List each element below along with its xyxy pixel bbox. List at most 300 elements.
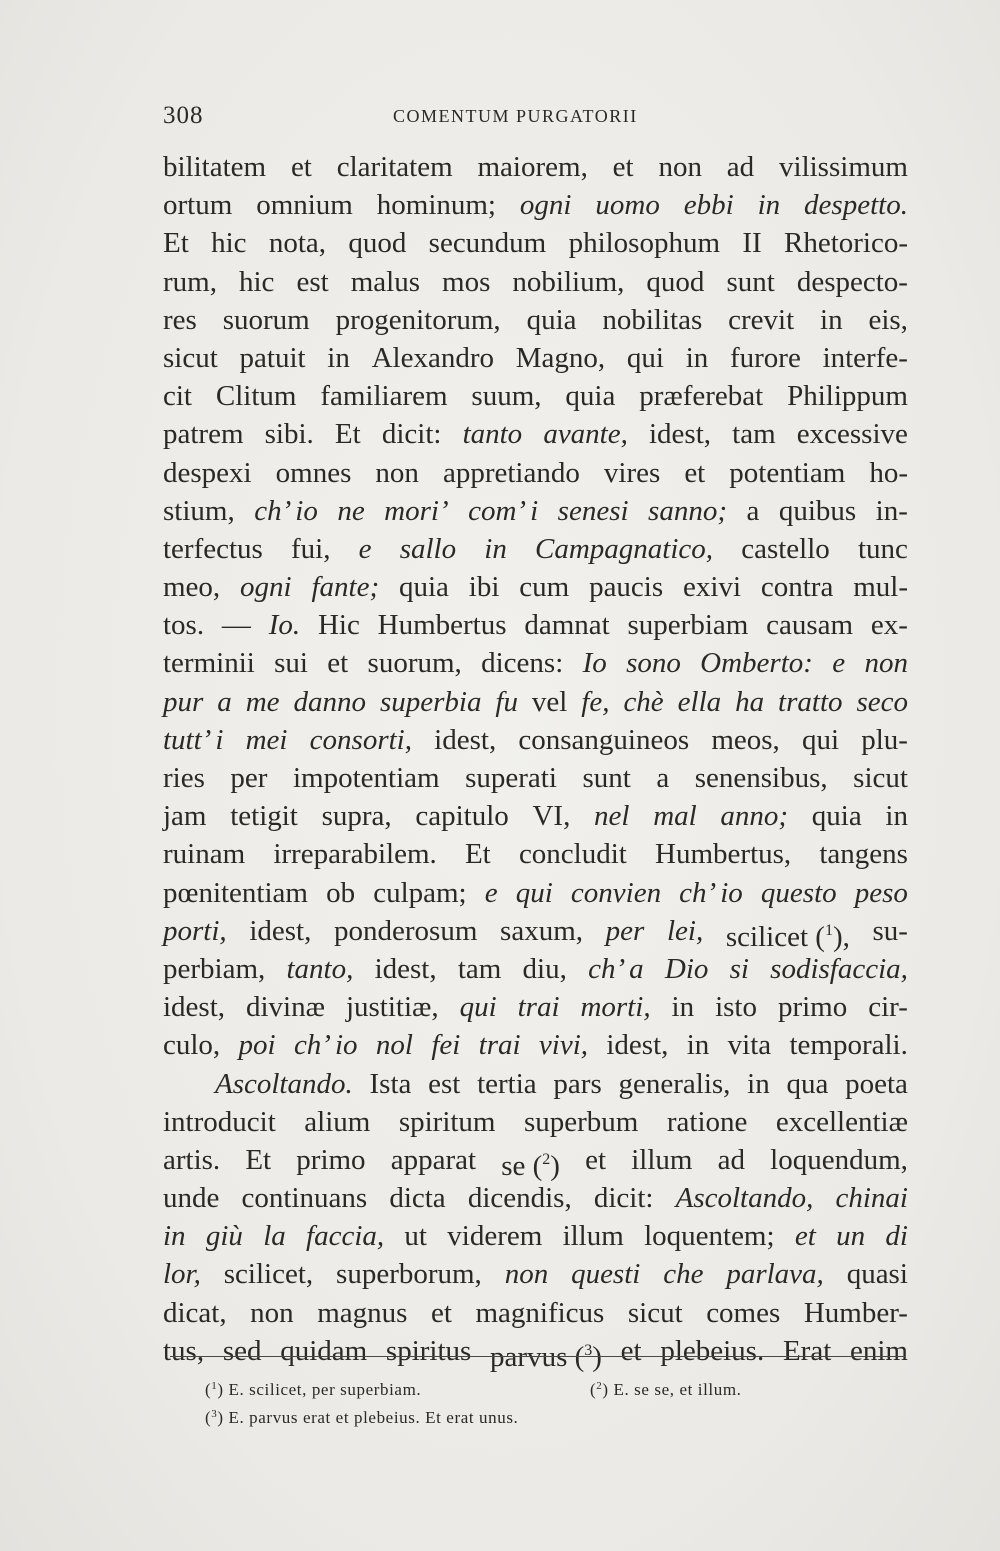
word: in [685,341,709,374]
footnote-1: ($^1$) E. scilicet, per superbiam. [205,1380,422,1399]
text-line [163,683,908,721]
word: convien [570,876,662,909]
word: Ascoltando. [215,1067,353,1100]
word: magnificus [475,1296,605,1329]
word: spiritum [398,1105,496,1138]
word: idest, [163,991,226,1024]
word: fui, [291,532,331,565]
word: ratione [666,1105,748,1138]
word: in [163,1220,186,1253]
word: qui [515,876,553,909]
word: tanto, [286,952,354,985]
word: per [605,914,645,947]
word: quod [348,227,407,260]
word: poi [238,1029,276,1062]
word: ha [735,685,765,718]
word: in [757,189,781,222]
word: Clitum [215,380,297,413]
word: non [658,151,702,183]
word: concludit [518,838,627,871]
word: consanguineos [518,723,690,756]
word: res [163,303,197,336]
word: patuit [239,341,306,374]
word: dicit: [381,418,442,451]
footnote-2-mark: 2 [596,1380,603,1392]
word: quia [811,800,862,833]
word: apparat [390,1143,477,1176]
text-line [163,148,908,186]
text-line [163,454,908,492]
word: chè [623,685,664,718]
footnote-3-text: E. parvus erat et plebeius. Et erat unus. [228,1408,519,1427]
word: hominum; [376,189,496,222]
word: com’ i [468,494,539,527]
word: Erat [782,1334,832,1367]
word: quibus [778,494,857,527]
word: justitiæ, [345,991,439,1024]
word: et [794,1220,816,1253]
page-header [163,100,908,140]
word: mal [653,800,697,833]
word: enim [849,1334,908,1367]
word: tunc [857,532,908,565]
word: Et [464,838,491,871]
word: divinæ [246,991,325,1024]
word: idest, [434,723,497,756]
footnote-2-text: E. se se, et illum. [613,1380,742,1399]
text-line [163,1294,908,1332]
word: dicendis, [467,1182,572,1215]
text-line [163,1332,908,1373]
word: — [221,609,251,642]
word: qui [626,341,664,374]
word: dicit: [593,1182,654,1215]
word: superati [465,762,557,794]
word: vita [727,1029,772,1062]
word: culpam; [373,876,467,909]
word: tam [457,952,502,985]
word: plu- [861,723,908,756]
word: sanno; [648,494,727,527]
word: vilissimum [779,151,908,183]
word: idest, [374,952,437,985]
word: ella [677,685,722,718]
word: pœnitentiam [163,876,308,909]
word: idest, [606,1029,669,1062]
word: despecto- [796,265,908,298]
word: sicut [627,1296,683,1329]
word: a [746,494,760,527]
word: poeta [845,1067,908,1100]
word: culo, [163,1029,221,1062]
word: non [375,456,419,489]
word: patrem [163,418,244,451]
word: ut [404,1220,427,1253]
word: præferebat [639,380,764,413]
footnote-1-mark: 1 [211,1380,218,1392]
word: magnus [317,1296,408,1329]
word: mei [245,723,288,756]
word: potentiam [729,456,846,489]
text-line [163,874,908,912]
word: si [729,952,749,985]
word: et [290,151,312,183]
word: Dio [664,952,709,985]
word: nol [375,1029,413,1062]
word: jam [163,800,207,833]
word: et [430,1296,452,1329]
word: temporali. [789,1029,908,1062]
text-line [163,950,908,988]
footnote-2: ($^2$) E. se se, et illum. [590,1380,742,1399]
word: dicat, [163,1296,227,1329]
word: quod [646,265,705,298]
footnotes [205,1374,825,1430]
word: damnat [524,609,610,642]
word: questo [760,876,837,909]
word: interfe- [822,341,908,374]
word: exivi [683,571,742,604]
word: ne [337,494,365,527]
word: che [663,1258,704,1291]
word: crevit [728,303,795,336]
word: VI, [532,800,571,833]
word: seco [856,685,908,718]
word: primo [296,1143,366,1176]
word: cit [163,380,192,413]
word: meos, [711,723,780,756]
word: supra, [321,800,392,833]
word: et [612,151,634,183]
word: idest, [249,914,312,947]
word: Et [334,418,361,451]
word: et [620,1334,642,1367]
word: mos [442,265,491,298]
word: eis, [868,303,908,336]
text-line [163,606,908,644]
word: dicta [389,1182,446,1215]
word: di [885,1220,908,1253]
text-line [163,186,908,224]
word: in [327,341,350,374]
word: tangens [819,838,908,871]
word: excellentiæ [775,1105,908,1138]
word: nota, [268,227,327,260]
word: est [428,1067,461,1100]
word: trai [517,991,560,1024]
word: tetigit [230,800,298,833]
word: uomo [595,189,660,222]
word: continuans [241,1182,368,1215]
word: ex- [870,609,908,642]
word: tam [732,418,776,451]
word: ruinam [163,838,246,871]
word: suum, [471,380,542,413]
word: a [217,685,232,718]
word: a [656,762,670,794]
word: Humber- [803,1296,908,1329]
word: in [671,991,695,1024]
text-line [163,568,908,606]
word: tratto [778,685,843,718]
word: senesi [557,494,629,527]
word: cir- [868,991,908,1024]
word: terfectus [163,532,263,565]
word: tos. [163,609,205,642]
word: rum, [163,265,217,298]
word: meo, [163,571,221,604]
word: sunt [726,265,775,298]
word: sed [222,1334,262,1367]
footnote-row-2 [205,1402,825,1430]
word: morti, [580,991,651,1024]
word: tanto [462,418,523,451]
word: claritatem [336,151,453,183]
word: avante, [543,418,628,451]
footnote-3: ($^3$) E. parvus erat et plebeius. Et erat unus. [205,1408,519,1427]
word: ortum [163,189,233,222]
word: fante; [311,571,380,604]
footnote-row-1 [205,1374,825,1402]
word: spiritus [385,1334,472,1367]
word: in [820,303,843,336]
word: loquentem; [644,1220,775,1253]
word: Humbertus [377,609,507,642]
word: ch’ io [254,494,318,527]
word: su- [872,914,908,947]
word: stium, [163,494,235,527]
word: non [864,647,908,680]
text-line [163,530,908,568]
word: non [250,1296,294,1329]
word: pars [553,1067,602,1100]
word: fu [495,685,518,718]
word: viderem [447,1220,543,1253]
word: sicut [163,341,218,374]
word: quasi [846,1258,908,1291]
word: scilicet, [223,1258,314,1291]
word: Et [245,1143,272,1176]
word: suorum, [367,647,462,680]
word: hic [211,227,247,260]
word: mori’ [384,494,449,527]
word: tutt’ i [163,723,224,756]
word: II [742,227,762,260]
word: Rhetorico- [783,227,908,260]
word: alium [304,1105,371,1138]
word: nobilium, [512,265,625,298]
word: ch’ a [588,952,644,985]
word: secundum [428,227,547,260]
text-line [163,1217,908,1255]
word: qui [459,991,497,1024]
word: et [684,456,706,489]
word: omnium [256,189,353,222]
word: ebbi [683,189,734,222]
word: progenitorum, [335,303,501,336]
word: vel [531,685,568,718]
word: parvus ($^3$) [490,1340,602,1373]
word: et [585,1143,607,1176]
word: pur [163,685,204,718]
word: sibi. [264,418,314,451]
word: ibi [468,571,500,604]
word: philosophum [568,227,721,260]
word: questi [571,1258,641,1291]
word: diu, [522,952,567,985]
word: ogni [519,189,572,222]
word: unde [163,1182,220,1215]
word: furore [729,341,801,374]
word: castello [741,532,830,565]
word: capitulo [415,800,509,833]
page-number: 308 [163,102,204,129]
word: et [327,647,349,680]
text-line [163,797,908,835]
word: Omberto: [700,647,813,680]
word: lei, [666,914,704,947]
text-line [163,415,908,453]
word: chinai [835,1182,908,1215]
word: impotentiam [292,762,440,794]
word: quia [526,303,577,336]
word: perbiam, [163,952,266,985]
word: non [504,1258,549,1291]
word: Magno, [515,341,606,374]
word: e [832,647,846,680]
text-line [163,912,908,953]
word: Ista [369,1067,412,1100]
word: vivi, [538,1029,589,1062]
word: quia [398,571,449,604]
word: e [484,876,498,909]
word: qui [801,723,840,756]
word: terminii [163,647,255,680]
text-line [163,759,908,797]
word: porti, [163,914,227,947]
word: se ($^2$) [501,1149,560,1182]
word: ad [717,1143,745,1176]
footnote-ref: 3 [584,1341,593,1359]
word: ch’ io [293,1029,358,1062]
text-line [163,224,908,262]
word: in- [875,494,908,527]
text-line [163,1103,908,1141]
word: peso [854,876,908,909]
word: me [245,685,280,718]
footnote-ref: 2 [542,1150,551,1168]
word: parlava, [726,1258,824,1291]
word: vires [603,456,661,489]
word: ho- [869,456,908,489]
footnote-1-text: E. scilicet, per superbiam. [228,1380,422,1399]
word: sunt [582,762,631,794]
word: Humbertus, [655,838,792,871]
word: omnes [275,456,352,489]
word: isto [715,991,757,1024]
word: ch’ io [679,876,743,909]
text-line [163,263,908,301]
text-line [163,301,908,339]
text-line [163,339,908,377]
word: irreparabilem. [273,838,437,871]
text-line [163,1141,908,1182]
word: familiarem [320,380,448,413]
word: fe, [581,685,610,718]
word: ries [163,762,205,794]
footnote-rule [170,1356,905,1357]
word: superborum, [336,1258,482,1291]
word: anno; [720,800,789,833]
body-text [163,148,908,1373]
word: causam [766,609,854,642]
word: quidam [280,1334,368,1367]
word: Alexandro [371,341,494,374]
footnote-ref: 1 [824,921,833,939]
word: hic [239,265,275,298]
word: appretiando [442,456,580,489]
word: fei [431,1029,461,1062]
word: ob [326,876,356,909]
word: bilitatem [163,151,267,183]
word: excessive [796,418,908,451]
text-line [163,1255,908,1293]
word: in [686,1029,710,1062]
word: superbum [523,1105,639,1138]
word: dicens: [481,647,564,680]
word: maiorem, [477,151,588,183]
word: generalis, [618,1067,731,1100]
word: idest, [649,418,712,451]
word: un [836,1220,866,1253]
word: saxum, [500,914,583,947]
word: despetto. [804,189,908,222]
word: suorum [222,303,310,336]
word: danno [293,685,366,718]
text-line [163,835,908,873]
word: sui [274,647,308,680]
word: Io. [268,609,301,642]
word: contra [760,571,834,604]
word: sicut [853,762,908,794]
word: introducit [163,1105,276,1138]
word: paucis [589,571,664,604]
word: ponderosum [334,914,478,947]
text-line [163,1065,908,1103]
text-line [163,377,908,415]
word: trai [478,1029,521,1062]
word: giù [205,1220,243,1253]
word: primo [777,991,848,1024]
word: superbiam [627,609,749,642]
word: per [230,762,268,794]
paragraph-1 [163,148,908,1065]
text-line [163,644,908,682]
text-line [163,1179,908,1217]
word: artis. [163,1143,221,1176]
word: ad [726,151,755,183]
text-line [163,721,908,759]
word: sallo [399,532,457,565]
word: nobilitas [602,303,703,336]
paragraph-2 [163,1065,908,1371]
word: malus [350,265,420,298]
word: plebeius. [660,1334,765,1367]
word: sono [626,647,681,680]
word: sodisfaccia, [770,952,908,985]
footnote-3-mark: 3 [211,1408,218,1420]
word: est [296,265,329,298]
